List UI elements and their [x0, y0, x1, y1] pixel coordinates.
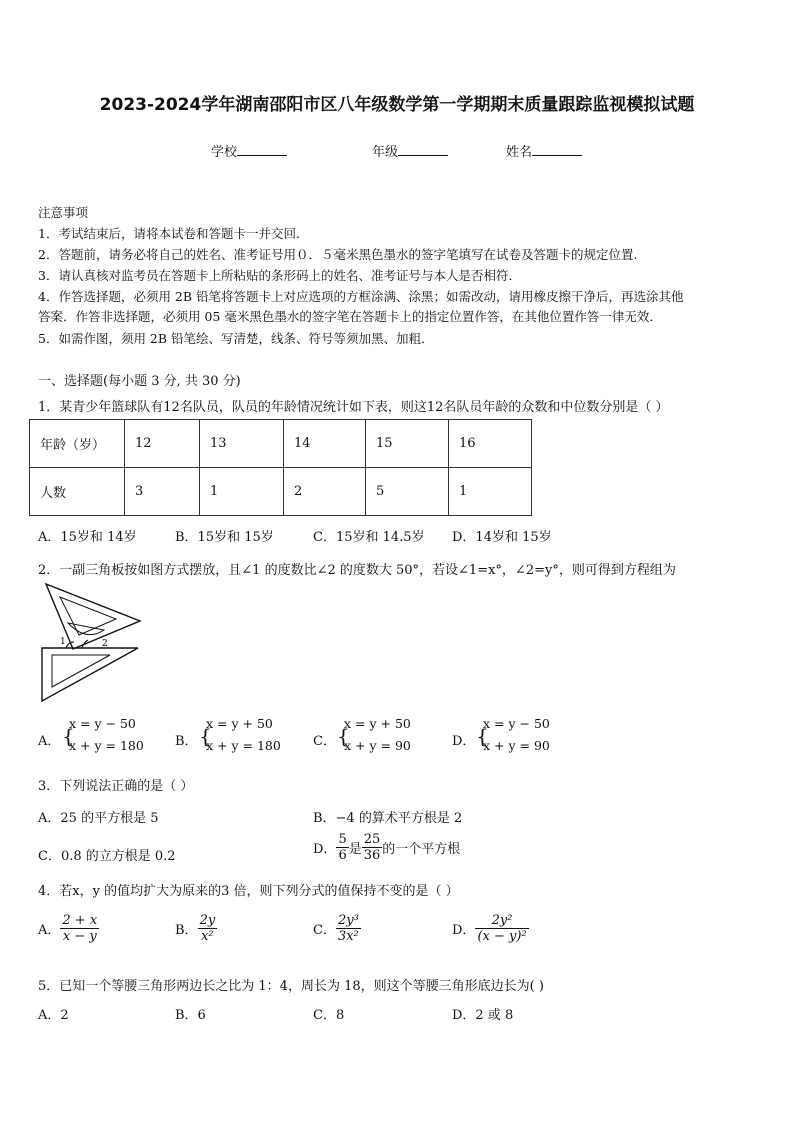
numerator: 25 — [363, 832, 381, 847]
q4-option-d[interactable] — [452, 913, 529, 944]
option-text: 的一个平方根 — [382, 842, 461, 857]
grade-field[interactable] — [372, 141, 448, 160]
q3-option-d[interactable] — [313, 832, 460, 863]
q4-option-b[interactable] — [175, 913, 217, 944]
denominator: x − y — [62, 929, 97, 944]
note-item: 4．作答选择题，必须用 2B 铅笔将答题卡上对应选项的方框涂满、涂黑；如需改动，请用橡皮擦干净后，再选涂其他 — [38, 289, 684, 304]
q5-option-a[interactable]: A．2 — [38, 1008, 69, 1023]
q1-option-d[interactable]: D．14岁和 15岁 — [452, 530, 552, 545]
option-letter: A． — [38, 923, 61, 938]
brace-icon: { — [337, 724, 350, 748]
option-letter: D． — [452, 923, 476, 938]
q3-stem: 3．下列说法正确的是（ ） — [38, 779, 194, 794]
note-item: 3．请认真核对监考员在答题卡上所粘贴的条形码上的姓名、准考证号与本人是否相符. — [38, 268, 513, 283]
option-letter: B． — [175, 923, 198, 938]
denominator: 3x² — [337, 929, 359, 944]
set-square-figure — [38, 580, 148, 705]
school-field[interactable] — [211, 141, 287, 160]
table-row — [30, 468, 532, 516]
table-cell: 2 — [284, 468, 366, 516]
equation: x = y + 50 — [344, 716, 411, 731]
equation: x + y = 90 — [344, 738, 411, 753]
fraction — [362, 832, 383, 863]
denominator: 6 — [338, 848, 347, 863]
table-cell: 人数 — [30, 468, 125, 516]
notes-heading: 注意事项 — [38, 205, 89, 220]
q1-option-c[interactable]: C．15岁和 14.5岁 — [313, 530, 425, 545]
fraction — [336, 832, 348, 863]
equation-system — [206, 713, 281, 757]
q4-stem: 4．若x，y 的值均扩大为原来的3 倍，则下列分式的值保持不变的是（ ） — [38, 884, 459, 899]
option-letter: C． — [313, 923, 336, 938]
fraction — [198, 913, 218, 944]
page-title: 2023-2024学年湖南邵阳市区八年级数学第一学期期末质量跟踪监视模拟试题 — [99, 95, 695, 115]
table-cell: 15 — [366, 420, 449, 468]
option-letter: C． — [313, 734, 336, 749]
fraction — [60, 913, 99, 944]
angle-2-label: 2 — [102, 639, 108, 649]
table-cell: 5 — [366, 468, 449, 516]
q5-option-d[interactable]: D．2 或 8 — [452, 1008, 514, 1023]
brace-icon: { — [62, 724, 75, 748]
q5-option-c[interactable]: C．8 — [313, 1008, 345, 1023]
equation: x = y + 50 — [206, 716, 273, 731]
q2-stem: 2．一副三角板按如图方式摆放，且∠1 的度数比∠2 的度数大 50°，若设∠1=x°，∠2=y°，则可得到方程组为 — [38, 563, 676, 578]
equation-system — [483, 713, 550, 757]
q5-stem: 5．已知一个等腰三角形两边长之比为 1：4，周长为 18，则这个等腰三角形底边长为( ) — [38, 979, 544, 994]
option-letter: D． — [313, 842, 337, 857]
numerator: 2 + x — [62, 913, 98, 928]
table-cell: 13 — [200, 420, 284, 468]
q3-option-c[interactable]: C．0.8 的立方根是 0.2 — [38, 849, 176, 864]
note-item: 答案．作答非选择题，必须用 05 毫米黑色墨水的签字笔在答题卡上的指定位置作答，在其他位置作答一律无效． — [38, 309, 662, 324]
q1-stem: 1．某青少年篮球队有12名队员，队员的年龄情况统计如下表，则这12名队员年龄的众数和中位数分别是（ ） — [38, 400, 669, 415]
q1-option-a[interactable]: A．15岁和 14岁 — [38, 530, 137, 545]
table-cell: 14 — [284, 420, 366, 468]
age-table — [29, 419, 532, 516]
grade-label: 年级 — [372, 145, 399, 160]
note-item: 1．考试结束后，请将本试卷和答题卡一并交回. — [38, 226, 300, 241]
name-field[interactable] — [506, 141, 582, 160]
table-cell: 1 — [200, 468, 284, 516]
lower-triangle-inner — [52, 655, 110, 687]
upper-triangle-inner — [60, 597, 116, 635]
table-cell: 12 — [125, 420, 200, 468]
school-label: 学校 — [211, 145, 238, 160]
equation: x + y = 180 — [69, 738, 144, 753]
option-letter: B． — [175, 734, 198, 749]
angle-1-label: 1 — [60, 637, 66, 647]
denominator: 36 — [363, 848, 381, 863]
table-row — [30, 420, 532, 468]
q3-option-b[interactable]: B．−4 的算术平方根是 2 — [313, 811, 463, 826]
table-cell: 16 — [449, 420, 532, 468]
section-heading: 一、选择题(每小题 3 分, 共 30 分) — [38, 374, 241, 389]
numerator: 2y² — [475, 913, 528, 929]
equation: x + y = 180 — [206, 738, 281, 753]
q3-option-a[interactable]: A．25 的平方根是 5 — [38, 811, 159, 826]
equation: x = y − 50 — [483, 716, 550, 731]
fraction — [475, 913, 528, 944]
denominator: (x − y)² — [477, 929, 527, 944]
table-cell: 年龄（岁） — [30, 420, 125, 468]
table-cell: 3 — [125, 468, 200, 516]
q4-option-c[interactable] — [313, 913, 361, 944]
option-letter: D． — [452, 734, 476, 749]
q1-option-b[interactable]: B．15岁和 15岁 — [175, 530, 274, 545]
option-letter: A． — [38, 734, 61, 749]
q4-option-a[interactable] — [38, 913, 99, 944]
lower-triangle — [42, 648, 138, 701]
school-blank[interactable] — [237, 143, 287, 156]
note-item: 2．答题前，请务必将自己的姓名、准考证号用０．５毫米黑色墨水的签字笔填写在试卷及答题卡的规定位置. — [38, 247, 638, 262]
option-text: 是 — [348, 842, 362, 857]
equation-system — [69, 713, 144, 757]
numerator: 5 — [338, 832, 347, 847]
equation: x + y = 90 — [483, 738, 550, 753]
note-item: 5．如需作图，须用 2B 铅笔绘、写清楚，线条、符号等须加黑、加粗． — [38, 331, 434, 346]
name-label: 姓名 — [506, 145, 533, 160]
equation: x = y − 50 — [69, 716, 136, 731]
denominator: x² — [201, 929, 214, 944]
name-blank[interactable] — [532, 143, 582, 156]
table-cell: 1 — [449, 468, 532, 516]
grade-blank[interactable] — [398, 143, 448, 156]
fraction — [336, 913, 361, 944]
numerator: 2y³ — [337, 913, 359, 928]
numerator: 2y — [199, 913, 216, 928]
brace-icon: { — [476, 724, 489, 748]
brace-icon: { — [199, 724, 212, 748]
q5-option-b[interactable]: B．6 — [175, 1008, 206, 1023]
equation-system — [344, 713, 411, 757]
